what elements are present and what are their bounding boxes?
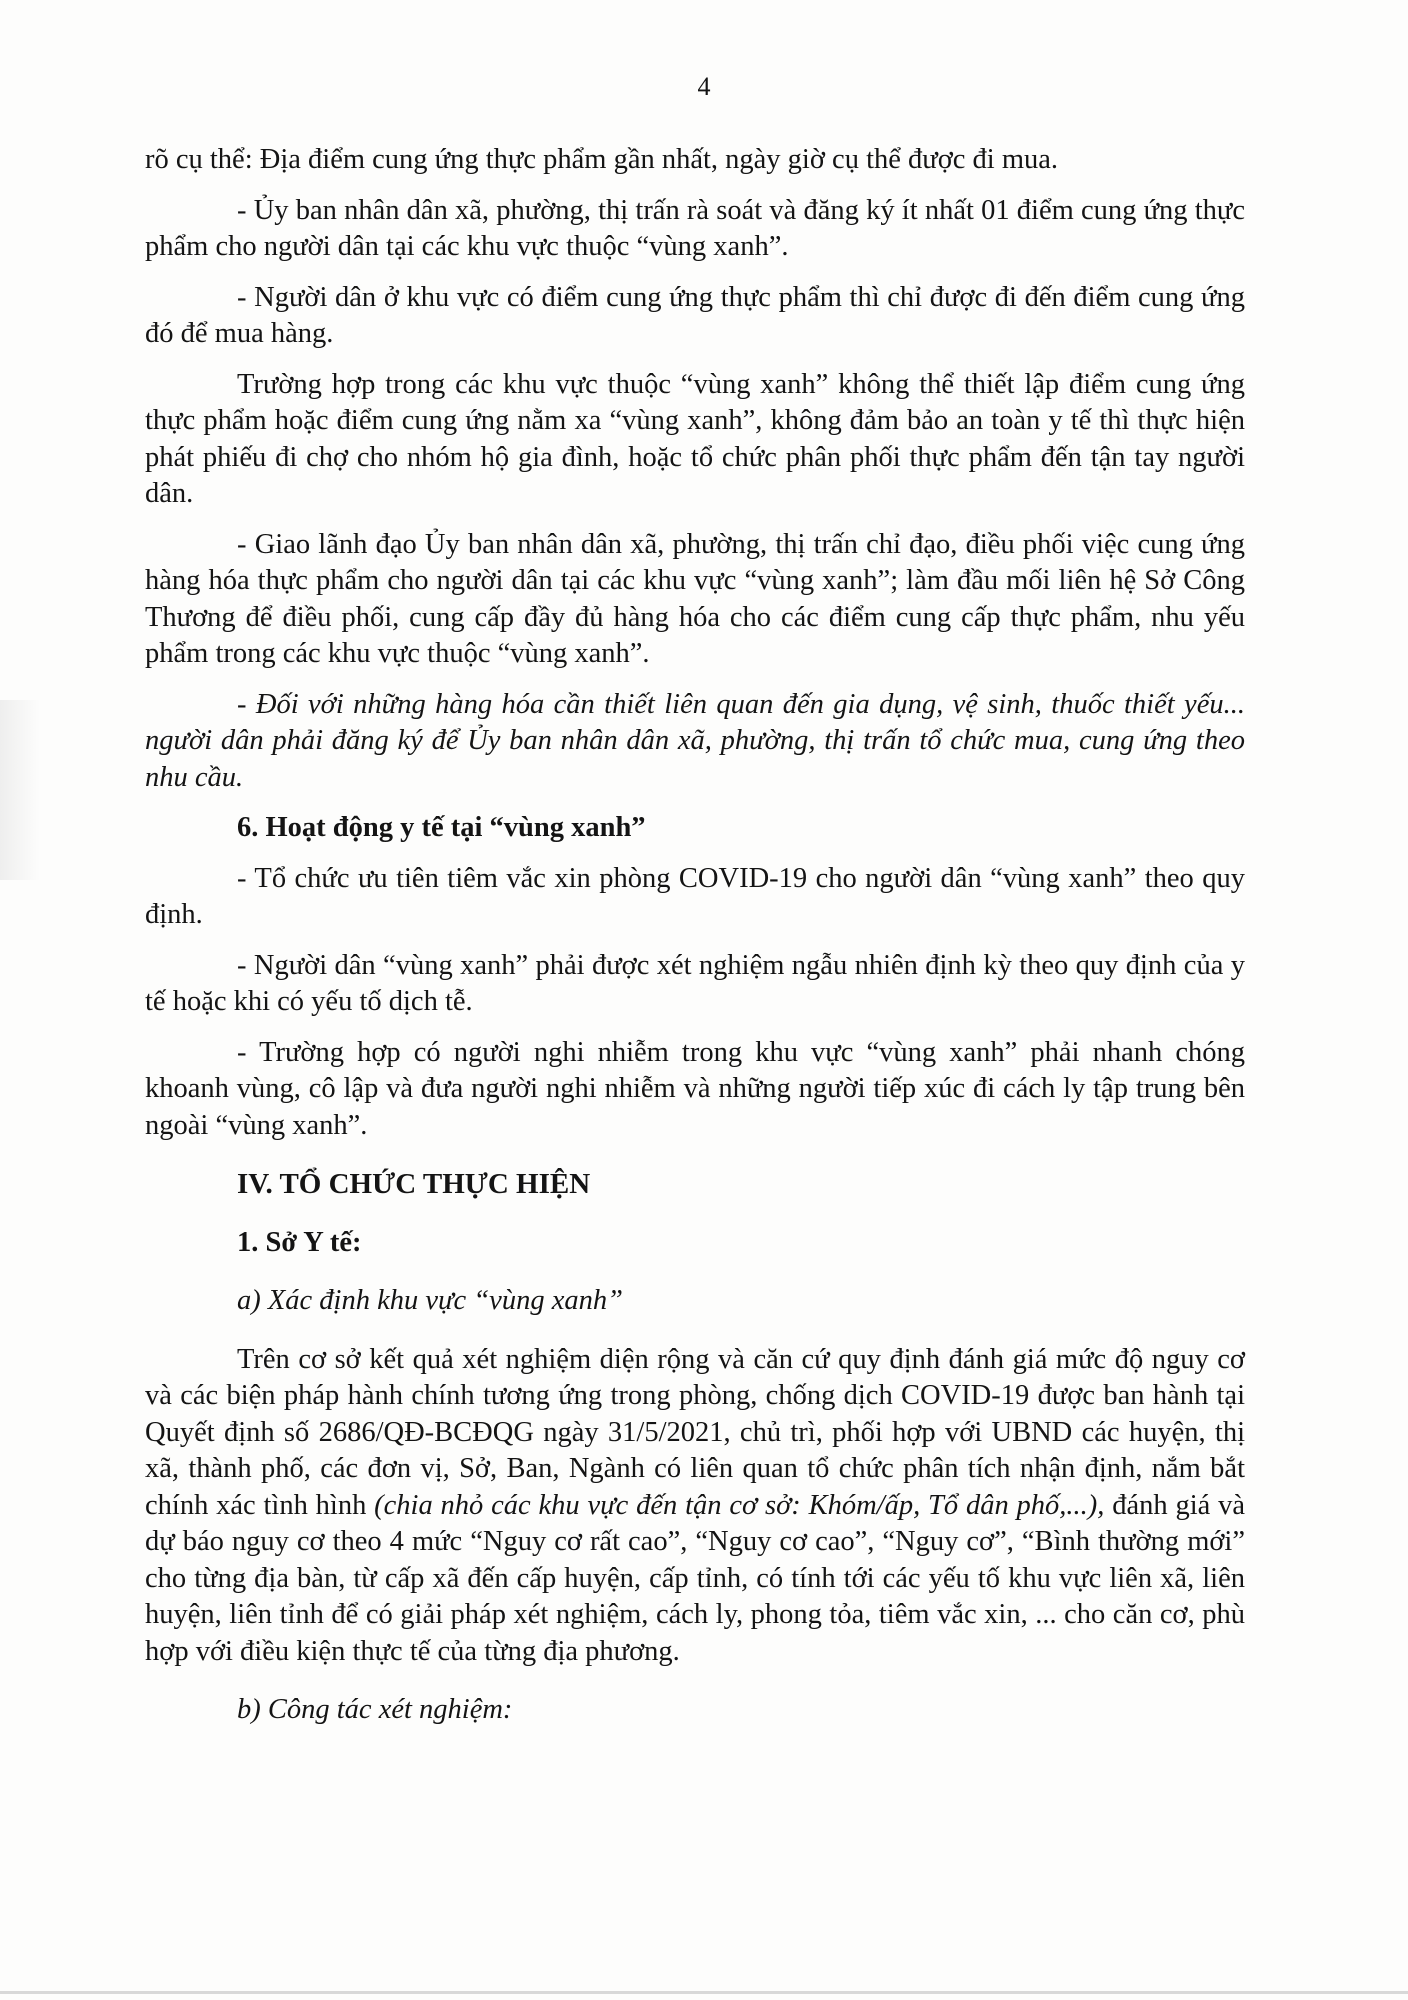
page-number: 4 — [697, 72, 711, 101]
subsection-heading-green-zone: a) Xác định khu vực “vùng xanh” — [237, 1285, 623, 1316]
risk-assessment-italic: (chia nhỏ các khu vực đến tận cơ sở: Khóm/ấp, Tổ dân phố,...), — [374, 1489, 1105, 1521]
scan-edge-mark — [0, 700, 40, 880]
risk-assessment-text-2: đánh giá và dự báo nguy cơ theo 4 mức “Nguy cơ rất cao”, “Nguy cơ cao”, “Nguy cơ”, “Bình thường mới” cho từng địa bàn, từ cấp xã đến cấp huyện, cấp tỉnh, có tính tới các yếu tố khu vực liên xã, liên huyện, liên tỉnh để có giải pháp xét nghiệm, cách ly, phong tỏa, tiêm vắc xin, ... cho căn cơ, phù hợp với điều kiện thực tế của từng địa phương. — [145, 1489, 1245, 1667]
paragraph-continuation: rõ cụ thể: Địa điểm cung ứng thực phẩm gần nhất, ngày giờ cụ thể được đi mua. — [145, 144, 1059, 175]
paragraph-testing: - Người dân “vùng xanh” phải được xét nghiệm ngẫu nhiên định kỳ theo quy định của y tế hoặc khi có yếu tố dịch tễ. — [145, 949, 1245, 1017]
paragraph-essential-goods: - Đối với những hàng hóa cần thiết liên quan đến gia dụng, vệ sinh, thuốc thiết yếu... người dân phải đăng ký để Ủy ban nhân dân xã, phường, thị trấn tổ chức mua, cung ứng theo nhu cầu. — [145, 688, 1245, 793]
document-body — [145, 142, 1245, 1729]
paragraph-suspected-case: - Trường hợp có người nghi nhiễm trong khu vực “vùng xanh” phải nhanh chóng khoanh vùng, cô lập và đưa người nghi nhiễm và những người tiếp xúc đi cách ly tập trung bên ngoài “vùng xanh”. — [145, 1036, 1245, 1141]
paragraph-no-supply-point: Trường hợp trong các khu vực thuộc “vùng xanh” không thể thiết lập điểm cung ứng thực phẩm hoặc điểm cung ứng nằm xa “vùng xanh”, không đảm bảo an toàn y tế thì thực hiện phát phiếu đi chợ cho nhóm hộ gia đình, hoặc tổ chức phân phối thực phẩm đến tận tay người dân. — [145, 368, 1245, 509]
subsection-heading-testing: b) Công tác xét nghiệm: — [237, 1694, 513, 1725]
paragraph-commune-leadership: - Giao lãnh đạo Ủy ban nhân dân xã, phường, thị trấn chỉ đạo, điều phối việc cung ứng hàng hóa thực phẩm cho người dân tại các khu vực “vùng xanh”; làm đầu mối liên hệ Sở Công Thương để điều phối, cung cấp đầy đủ hàng hóa cho các điểm cung cấp thực phẩm, nhu yếu phẩm trong các khu vực thuộc “vùng xanh”. — [145, 528, 1245, 669]
risk-assessment-text-1: Trên cơ sở kết quả xét nghiệm diện rộng và căn cứ quy định đánh giá mức độ nguy cơ và các biện pháp hành chính tương ứng trong phòng, chống dịch COVID-19 được ban hành tại Quyết định số 2686/QĐ-BCĐQG ngày 31/5/2021, chủ trì, phối hợp với UBND các huyện, thị xã, thành phố, các đơn vị, Sở, Ban, Ngành có liên quan tổ chức phân tích nhận định, nắm bắt chính xác tình hình — [145, 1343, 1245, 1521]
paragraph-commune-register: - Ủy ban nhân dân xã, phường, thị trấn rà soát và đăng ký ít nhất 01 điểm cung ứng thực phẩm cho người dân tại các khu vực thuộc “vùng xanh”. — [145, 194, 1245, 262]
section-heading-implementation: IV. TỔ CHỨC THỰC HIỆN — [237, 1168, 591, 1200]
paragraph-vaccination: - Tổ chức ưu tiên tiêm vắc xin phòng COVID-19 cho người dân “vùng xanh” theo quy định. — [145, 862, 1245, 930]
subsection-heading-health-dept: 1. Sở Y tế: — [237, 1226, 362, 1258]
scan-bottom-edge — [0, 1991, 1408, 1994]
section-heading-health: 6. Hoạt động y tế tại “vùng xanh” — [237, 812, 646, 843]
paragraph-residents-supply-point: - Người dân ở khu vực có điểm cung ứng thực phẩm thì chỉ được đi đến điểm cung ứng đó để mua hàng. — [145, 281, 1245, 349]
paragraph-risk-assessment — [145, 1342, 1245, 1671]
